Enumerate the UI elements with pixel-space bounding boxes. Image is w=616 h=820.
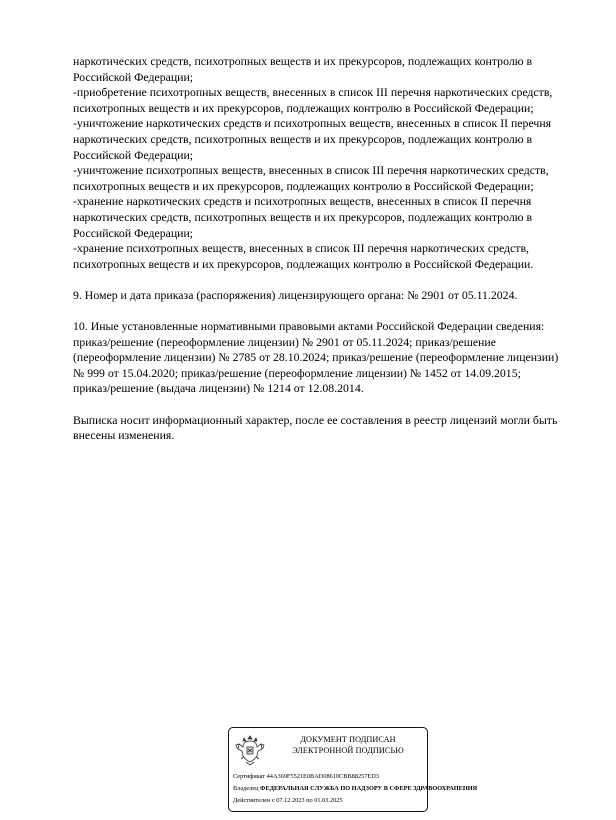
license-activities-list — [73, 54, 593, 272]
paragraph-gap — [73, 304, 593, 320]
owner-label: Владелец — [233, 785, 259, 792]
document-line: -уничтожение наркотических средств и психотропных веществ, внесенных в список II перечня — [73, 116, 552, 131]
document-line: Российской Федерации; — [73, 147, 194, 162]
document-line: Российской Федерации; — [73, 69, 194, 84]
coat-of-arms-icon — [235, 733, 265, 767]
paragraph-gap — [73, 397, 593, 413]
certificate-label: Сертификат — [233, 773, 266, 780]
other-information-paragraph — [73, 319, 593, 397]
document-line: -уничтожение психотропных веществ, внесенных в список III перечня наркотических средств, — [73, 163, 549, 178]
stamp-title-line: ДОКУМЕНТ ПОДПИСАН — [300, 735, 396, 744]
document-line: № 999 от 15.04.2020; приказ/решение (переоформление лицензии) № 1452 от 14.09.2015; — [73, 365, 521, 380]
owner-line — [233, 785, 493, 793]
document-line: -приобретение психотропных веществ, внесенных в список III перечня наркотических средств, — [73, 85, 553, 100]
document-line: Выписка носит информационный характер, после ее составления в реестр лицензий могли быть — [73, 412, 558, 427]
certificate-value: 44A369F5521E0BAD08610CBB88257ED3 — [266, 773, 379, 780]
certificate-line — [233, 773, 493, 781]
document-line: приказ/решение (переоформление лицензии) № 2901 от 05.11.2024; приказ/решение — [73, 334, 496, 349]
electronic-signature-stamp — [228, 727, 478, 812]
document-line: -хранение наркотических средств и психотропных веществ, внесенных в список II перечня — [73, 194, 532, 209]
document-line: наркотических средств, психотропных веществ и их прекурсоров, подлежащих контролю в — [73, 131, 533, 146]
document-line: -хранение психотропных веществ, внесенных в список III перечня наркотических средств, — [73, 241, 529, 256]
paragraph-gap — [73, 272, 593, 288]
document-line: 10. Иные установленные нормативными правовыми актами Российской Федерации сведения: — [73, 319, 545, 334]
stamp-title — [269, 735, 427, 756]
validity-line: Действителен с 07.12.2023 по 01.03.2025 — [233, 797, 343, 804]
document-line: внесены изменения. — [73, 428, 175, 443]
owner-value: ФЕДЕРАЛЬНАЯ СЛУЖБА ПО НАДЗОРУ В СФЕРЕ ЗДРАВООХРАНЕНИЯ — [260, 785, 478, 792]
disclaimer-paragraph — [73, 413, 593, 444]
document-line: психотропных веществ и их прекурсоров, подлежащих контролю в Российской Федерации; — [73, 100, 534, 115]
document-line: наркотических средств, психотропных веществ и их прекурсоров, подлежащих контролю в — [73, 209, 533, 224]
order-number-paragraph: 9. Номер и дата приказа (распоряжения) лицензирующего органа: № 2901 от 05.11.2024. — [73, 287, 518, 302]
document-line: Российской Федерации; — [73, 225, 194, 240]
document-line: приказ/решение (выдача лицензии) № 1214 от 12.08.2014. — [73, 381, 364, 396]
document-line: психотропных веществ и их прекурсоров, подлежащих контролю в Российской Федерации. — [73, 256, 534, 271]
document-line: наркотических средств, психотропных веществ и их прекурсоров, подлежащих контролю в — [73, 54, 533, 68]
document-body — [73, 54, 593, 444]
document-line: (переоформление лицензии) № 2785 от 28.10.2024; приказ/решение (переоформление лицензии) — [73, 350, 559, 365]
stamp-title-line: ЭЛЕКТРОННОЙ ПОДПИСЬЮ — [292, 745, 404, 755]
document-line: психотропных веществ и их прекурсоров, подлежащих контролю в Российской Федерации; — [73, 178, 534, 193]
